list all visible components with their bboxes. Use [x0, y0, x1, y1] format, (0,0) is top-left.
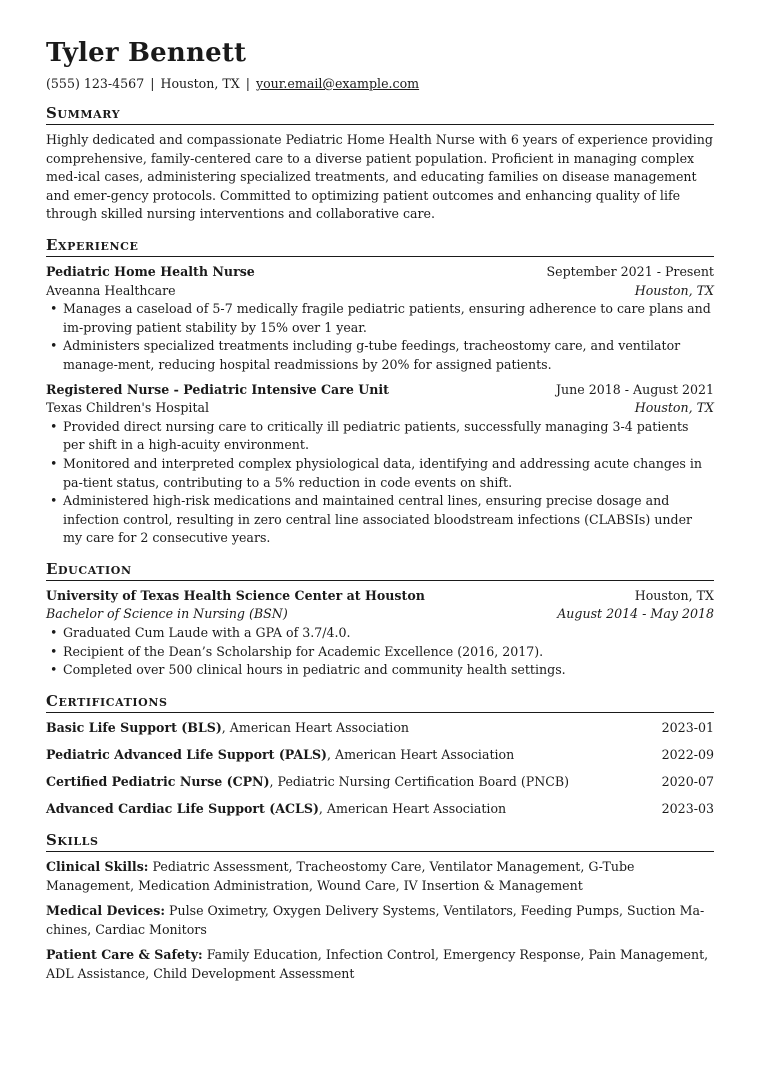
certification-name: Certified Pediatric Nurse (CPN): [46, 774, 270, 790]
bullet-item: • Manages a caseload of 5-7 medically fragile pediatric patients, ensuring adherence to care plans and im-proving patient stability by 15% over 1 year.: [46, 300, 714, 337]
certification-row: [46, 719, 714, 738]
education-bullets: [46, 624, 714, 680]
skill-list: Pulse Oximetry, Oxygen Delivery Systems, Ventilators, Feeding Pumps, Suction Ma-chines, Cardiac Monitors: [46, 903, 705, 937]
certification-row: [46, 773, 714, 792]
candidate-name: Tyler Bennett: [46, 38, 247, 68]
section-title-skills: Skills: [46, 831, 714, 852]
skill-group: [46, 946, 714, 983]
skills-section: [46, 831, 714, 984]
certification-date: 2020-07: [661, 774, 714, 790]
summary-text: Highly dedicated and compassionate Pediatric Home Health Nurse with 6 years of experience providing comprehensive, family-centered care to a diverse patient population. Proficient in managing complex med-ical cases, administering specialized treatments, and educating families on disease management and emer-gency protocols. Committed to optimizing patient outcomes and enhancing quality of life through skilled nursing interventions and collaborative care.: [46, 132, 713, 222]
education-dates: August 2014 - May 2018: [557, 606, 714, 622]
section-title-experience: Experience: [46, 236, 714, 257]
phone-number: (555) 123-4567: [46, 76, 145, 91]
skill-label: Clinical Skills:: [46, 859, 149, 874]
certifications-section: [46, 692, 714, 819]
bullet-item: • Administers specialized treatments including g-tube feedings, tracheostomy care, and ventilator manage-ment, reducing hospital readmissions by 20% for assigned patients.: [46, 337, 714, 374]
certification-row: [46, 746, 714, 765]
skill-list: Family Education, Infection Control, Emergency Response, Pain Management, ADL Assistance, Child Development Assessment: [46, 947, 709, 981]
skill-group: [46, 902, 714, 939]
school-location: Houston, TX: [634, 587, 714, 603]
job-role: Registered Nurse - Pediatric Intensive Care Unit: [46, 381, 389, 397]
certification-issuer: , American Heart Association: [327, 747, 515, 763]
summary-section: [46, 104, 714, 224]
certification-row: [46, 800, 714, 819]
certification-name: Pediatric Advanced Life Support (PALS): [46, 747, 328, 763]
certification-date: 2023-01: [661, 719, 714, 735]
job-location: Houston, TX: [634, 282, 714, 298]
section-title-education: Education: [46, 560, 714, 581]
contact-separator: |: [150, 76, 155, 91]
section-title-summary: Summary: [46, 104, 714, 125]
bullet-item: • Graduated Cum Laude with a GPA of 3.7/4.0.: [46, 624, 714, 643]
section-title-certifications: Certifications: [46, 692, 714, 713]
bullet-item: • Provided direct nursing care to critically ill pediatric patients, successfully managing 3-4 patients per shift in a high-acuity environment.: [46, 418, 714, 455]
certification-issuer: , Pediatric Nursing Certification Board (PNCB): [269, 774, 570, 790]
bullet-item: • Completed over 500 clinical hours in pediatric and community health settings.: [46, 661, 714, 680]
contact-separator: |: [245, 76, 250, 91]
job-dates: September 2021 - Present: [546, 263, 714, 279]
certification-issuer: , American Heart Association: [318, 801, 507, 817]
certification-date: 2023-03: [661, 801, 714, 817]
skill-group: [46, 858, 714, 895]
job-company: Aveanna Healthcare: [46, 282, 176, 298]
job-bullets: [46, 300, 714, 374]
certification-date: 2022-09: [661, 747, 714, 763]
job-role: Pediatric Home Health Nurse: [46, 263, 255, 279]
degree-name: Bachelor of Science in Nursing (BSN): [46, 606, 288, 622]
job-dates: June 2018 - August 2021: [556, 381, 714, 397]
bullet-item: • Recipient of the Dean’s Scholarship for Academic Excellence (2016, 2017).: [46, 643, 714, 662]
job-entry: [46, 263, 714, 375]
experience-section: [46, 236, 714, 548]
location: Houston, TX: [160, 76, 240, 91]
job-bullets: [46, 418, 714, 548]
skill-label: Medical Devices:: [46, 903, 165, 919]
certification-issuer: , American Heart Association: [221, 719, 410, 735]
bullet-item: • Monitored and interpreted complex physiological data, identifying and addressing acute changes in pa-tient status, contributing to a 5% reduction in code events on shift.: [46, 455, 714, 492]
job-company: Texas Children's Hospital: [46, 400, 210, 416]
contact-line: [46, 76, 714, 92]
skill-label: Patient Care & Safety:: [46, 947, 203, 963]
bullet-item: • Administered high-risk medications and maintained central lines, ensuring precise dosage and infection control, resulting in zero central line associated bloodstream infections (CLABSIs) under my care for 2 consecutive years.: [46, 492, 714, 548]
email-link[interactable]: your.email@example.com: [255, 76, 420, 91]
education-section: [46, 560, 714, 680]
certification-name: Advanced Cardiac Life Support (ACLS): [46, 801, 319, 817]
skill-list: Pediatric Assessment, Tracheostomy Care, Ventilator Management, G-Tube Management, Medication Administration, Wound Care, IV Insertion & Management: [46, 859, 635, 893]
certification-name: Basic Life Support (BLS): [46, 719, 222, 735]
resume-page: [46, 36, 714, 991]
school-name: University of Texas Health Science Center at Houston: [46, 587, 425, 603]
job-location: Houston, TX: [634, 400, 714, 416]
job-entry: [46, 381, 714, 548]
